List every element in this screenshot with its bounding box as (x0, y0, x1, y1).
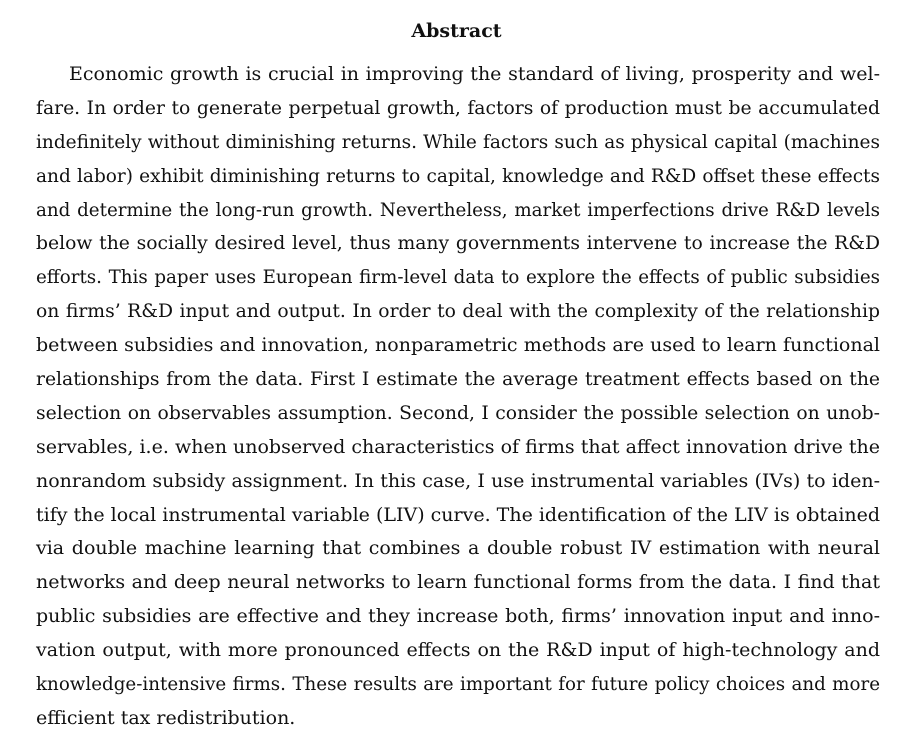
abstract-line: relationships from the data. First I estimate the average treatment effects based on the (36, 369, 880, 391)
abstract-line: and determine the long-run growth. Nevertheless, market imperfections drive R&D levels (36, 199, 880, 221)
abstract-line: public subsidies are effective and they increase both, firms’ innovation input and inno- (36, 605, 880, 628)
abstract-line: and labor) exhibit diminishing returns to capital, knowledge and R&D offset these effects (36, 165, 880, 187)
abstract-line: knowledge-intensive firms. These results are important for future policy choices and more (36, 674, 880, 696)
abstract-line: efficient tax redistribution. (36, 706, 296, 729)
abstract-line: fare. In order to generate perpetual growth, factors of production must be accumulated (36, 97, 880, 119)
abstract-body (36, 58, 880, 736)
abstract-line: nonrandom subsidy assignment. In this case, I use instrumental variables (IVs) to iden- (36, 469, 880, 492)
abstract-line: on firms’ R&D input and output. In order to deal with the complexity of the relationship (36, 301, 880, 323)
abstract-line: vation output, with more pronounced effects on the R&D input of high-technology and (36, 639, 880, 662)
abstract-line: efforts. This paper uses European firm-level data to explore the effects of public subsidies (36, 267, 880, 289)
abstract-line: servables, i.e. when unobserved characteristics of firms that affect innovation drive the (36, 435, 880, 458)
abstract-line: tify the local instrumental variable (LIV) curve. The identification of the LIV is obtained (36, 503, 881, 526)
abstract-line: below the socially desired level, thus many governments intervene to increase the R&D (36, 233, 880, 255)
abstract-line: selection on observables assumption. Second, I consider the possible selection on unob- (36, 402, 880, 424)
abstract-line: Economic growth is crucial in improving the standard of living, prosperity and wel- (69, 63, 880, 85)
abstract-line: via double machine learning that combines a double robust IV estimation with neural (36, 537, 880, 560)
abstract-line: between subsidies and innovation, nonparametric methods are used to learn functional (36, 334, 880, 357)
abstract-line: indefinitely without diminishing returns. While factors such as physical capital (machines (36, 131, 880, 153)
abstract-line: networks and deep neural networks to learn functional forms from the data. I find that (36, 571, 880, 594)
abstract-heading: Abstract (411, 20, 502, 42)
